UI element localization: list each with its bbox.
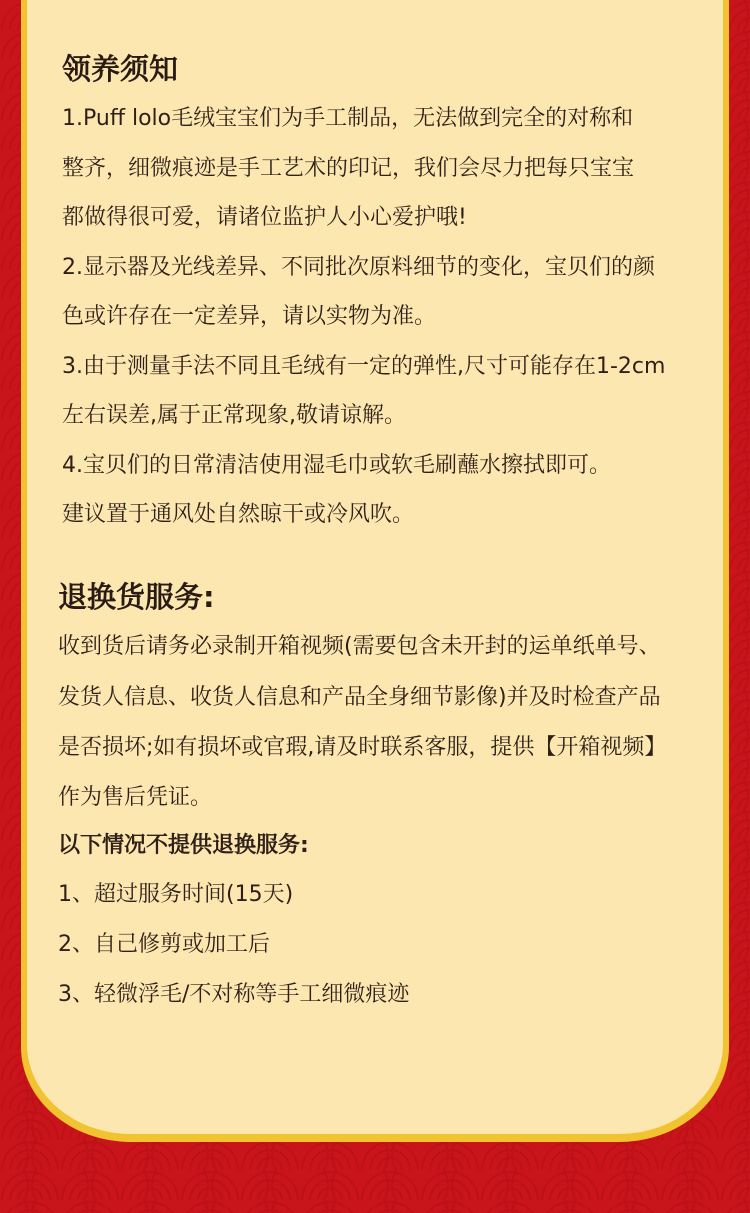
- adoption-line: 2.显示器及光线差异、不同批次原料细节的变化，宝贝们的颜: [62, 255, 655, 280]
- adoption-title: 领养须知: [62, 52, 179, 86]
- returns-line: 收到货后请务必录制开箱视频(需要包含未开封的运单纸单号、: [58, 634, 661, 659]
- adoption-line: 建议置于通风处自然晾干或冷风吹。: [62, 502, 415, 527]
- adoption-line: 整齐，细微痕迹是手工艺术的印记，我们会尽力把每只宝宝: [62, 156, 635, 181]
- returns-line: 是否损坏;如有损坏或官瑕,请及时联系客服，提供【开箱视频】: [58, 735, 667, 760]
- exclusion-item: 2、自己修剪或加工后: [58, 932, 270, 957]
- adoption-line: 3.由于测量手法不同且毛绒有一定的弹性,尺寸可能存在1-2cm: [62, 354, 666, 379]
- exclusions-title: 以下情况不提供退换服务:: [58, 833, 309, 858]
- adoption-line: 色或许存在一定差异，请以实物为准。: [62, 304, 437, 329]
- adoption-line: 左右误差,属于正常现象,敬请谅解。: [62, 403, 406, 428]
- adoption-line: 4.宝贝们的日常清洁使用湿毛巾或软毛刷蘸水擦拭即可。: [62, 453, 611, 478]
- returns-line: 作为售后凭证。: [58, 785, 213, 810]
- returns-title: 退换货服务:: [58, 580, 215, 614]
- returns-line: 发货人信息、收货人信息和产品全身细节影像)并及时检查产品: [58, 685, 661, 710]
- adoption-line: 都做得很可爱，请诸位监护人小心爱护哦!: [62, 205, 467, 230]
- exclusion-item: 1、超过服务时间(15天): [58, 882, 294, 907]
- exclusion-item: 3、轻微浮毛/不对称等手工细微痕迹: [58, 982, 410, 1007]
- adoption-line: 1.Puff lolo毛绒宝宝们为手工制品，无法做到完全的对称和: [62, 106, 634, 131]
